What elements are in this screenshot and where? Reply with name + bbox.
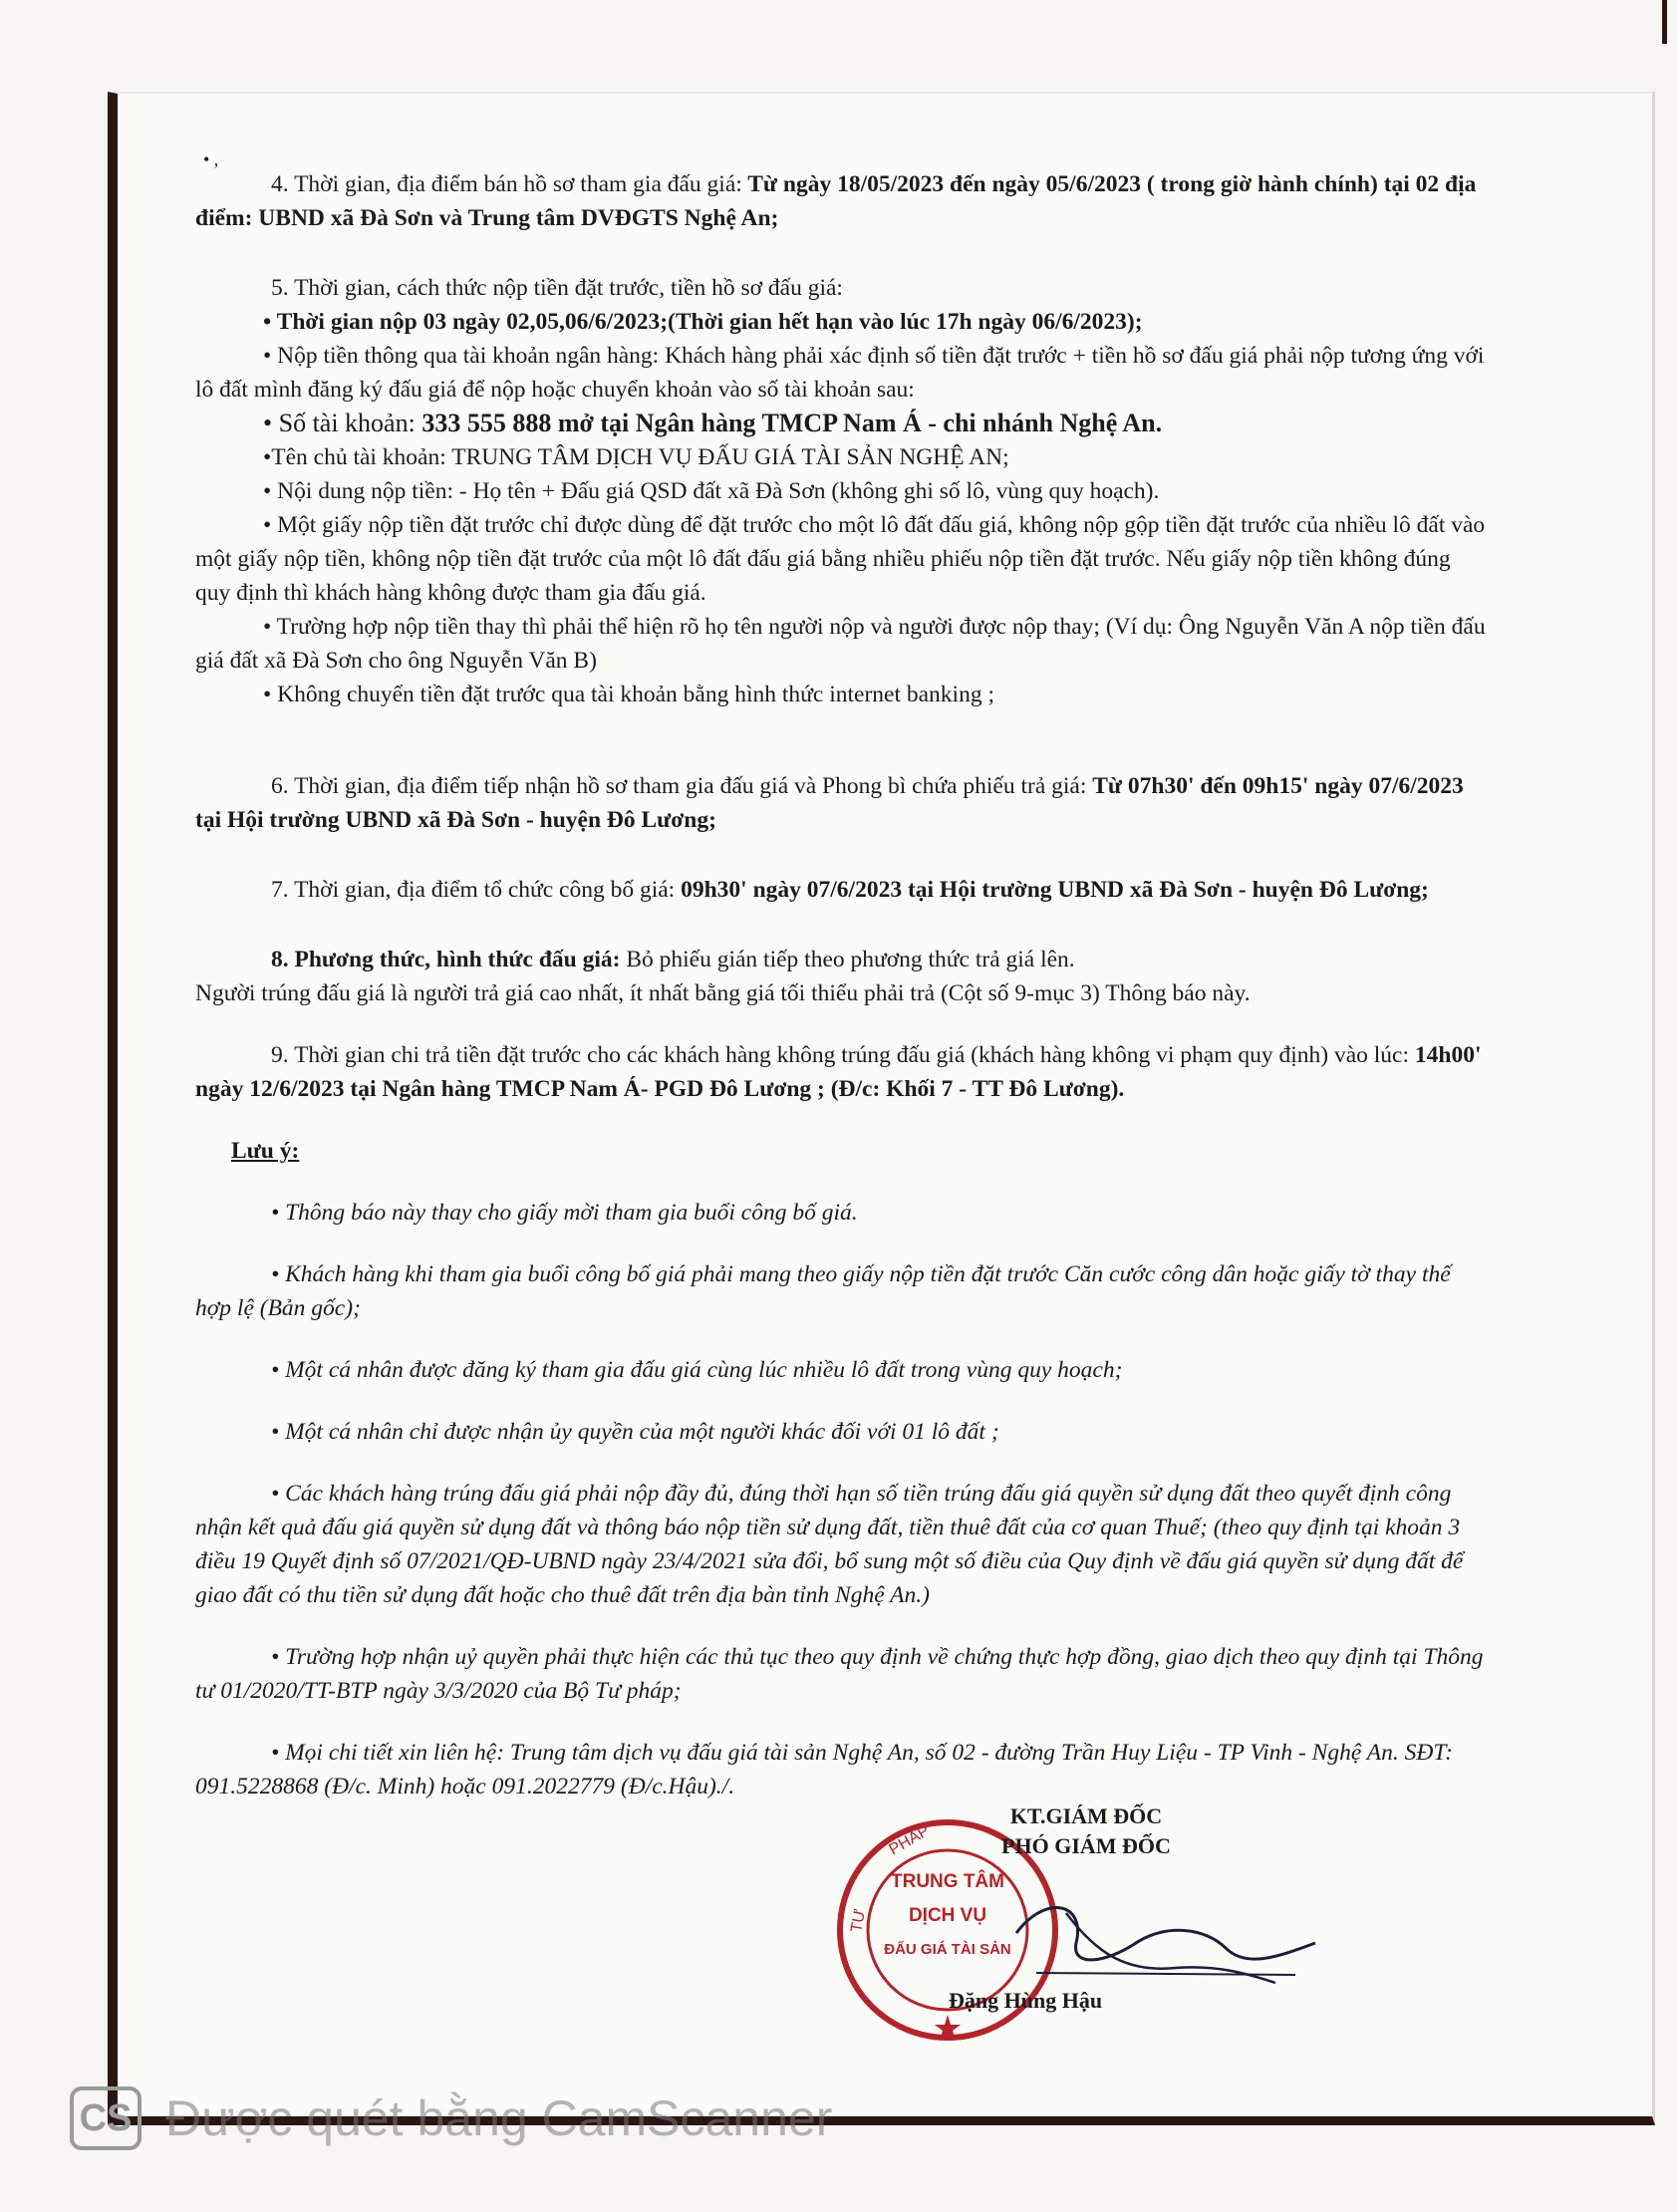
section-8-line2: Người trúng đấu giá là người trả giá cao nhất, ít nhất bằng giá tối thiểu phải trả (Cột số 9-mục 3) Thông báo này. (195, 980, 1251, 1006)
note-item: • Một cá nhân được đăng ký tham gia đấu giá cùng lúc nhiều lô đất trong vùng quy hoạch; (271, 1357, 1123, 1383)
scanner-watermark (70, 2082, 832, 2154)
signature-block (927, 1801, 1246, 1861)
svg-text:TƯ: TƯ (848, 1907, 870, 1934)
section-9: 9. Thời gian chi trả tiền đặt trước cho các khách hàng không trúng đấu giá (khách hàng không vi phạm quy định) vào lúc: 14h00' ngày 12/6/2023 tại Ngân hàng TMCP Nam Á- PGD Đô Lương ; (Đ/c: Khối 7 - TT Đô Lương). (195, 1042, 1482, 1102)
section-7: 7. Thời gian, địa điểm tổ chức công bố giá: 09h30' ngày 07/6/2023 tại Hội trường UBND xã Đà Sơn - huyện Đô Lương; (271, 877, 1429, 903)
watermark-text: Được quét bằng CamScanner (165, 2090, 833, 2146)
section-5-proxy: • Trường hợp nộp tiền thay thì phải thể hiện rõ họ tên người nộp và người được nộp thay; (Ví dụ: Ông Nguyễn Văn A nộp tiền đấu giá đất xã Đà Sơn cho ông Nguyễn Văn B) (195, 614, 1486, 674)
section-5-content: • Nội dung nộp tiền: - Họ tên + Đấu giá QSD đất xã Đà Sơn (không ghi số lô, vùng quy hoạch). (263, 478, 1160, 504)
section-4: 4. Thời gian, địa điểm bán hồ sơ tham gia đấu giá: Từ ngày 18/05/2023 đến ngày 05/6/2023 ( trong giờ hành chính) tại 02 địa điểm: UBND xã Đà Sơn và Trung tâm DVĐGTS Nghệ An; (195, 171, 1477, 231)
notes-title: Lưu ý: (231, 1138, 300, 1164)
document-body (195, 167, 1491, 1803)
section-8: 8. Phương thức, hình thức đấu giá: Bỏ phiếu gián tiếp theo phương thức trả giá lên. (271, 947, 1075, 972)
section-5-no-internet: • Không chuyển tiền đặt trước qua tài khoản bằng hình thức internet banking ; (263, 682, 994, 707)
section-5-time: • Thời gian nộp 03 ngày 02,05,06/6/2023;(Thời gian hết hạn vào lúc 17h ngày 06/6/2023); (263, 309, 1143, 335)
section-5-title: 5. Thời gian, cách thức nộp tiền đặt trước, tiền hồ sơ đấu giá: (271, 275, 843, 301)
section-5-one-paper: • Một giấy nộp tiền đặt trước chỉ được dùng để đặt trước cho một lô đất đấu giá, không nộp gộp tiền đặt trước của nhiều lô đất vào một giấy nộp tiền, không nộp tiền đặt trước của một lô đất đấu giá bằng nhiều phiếu nộp tiền đặt trước. Nếu giấy nộp tiền không đúng quy định thì khách hàng không được tham gia đấu giá. (195, 512, 1486, 606)
note-item: • Mọi chi tiết xin liên hệ: Trung tâm dịch vụ đấu giá tài sản Nghệ An, số 02 - đường Trần Huy Liệu - TP Vinh - Nghệ An. SĐT: 091.5228868 (Đ/c. Minh) hoặc 091.2022779 (Đ/c.Hậu)./. (195, 1740, 1453, 1799)
edge-mark (1662, 0, 1667, 44)
signer-name: Đặng Hùng Hậu (949, 1988, 1103, 2013)
note-item: • Các khách hàng trúng đấu giá phải nộp đầy đủ, đúng thời hạn số tiền trúng đấu giá quyền sử dụng đất theo quyết định công nhận kết quả đấu giá quyền sử dụng đất và thông báo nộp tiền sử dụng đất, tiền thuê đất của cơ quan Thuế; (theo quy định tại khoản 3 điều 19 Quyết định số 07/2021/QĐ-UBND ngày 23/4/2021 sửa đổi, bổ sung một số điều của Quy định về đấu giá quyền sử dụng đất để giao đất có thu tiền sử dụng đất hoặc cho thuê đất trên địa bàn tỉnh Nghệ An.) (195, 1481, 1464, 1608)
dot-mark: • , (203, 149, 219, 169)
signer-title-1: KT.GIÁM ĐỐC (1009, 1803, 1163, 1828)
note-item: • Trường hợp nhận uỷ quyền phải thực hiện các thủ tục theo quy định về chứng thực hợp đồng, giao dịch theo quy định tại Thông tư 01/2020/TT-BTP ngày 3/3/2020 của Bộ Tư pháp; (195, 1644, 1484, 1704)
section-5-bank: • Nộp tiền thông qua tài khoản ngân hàng: Khách hàng phải xác định số tiền đặt trước + tiền hồ sơ đấu giá phải nộp tương ứng với lô đất mình đăng ký đấu giá để nộp hoặc chuyển khoản vào số tài khoản sau: (195, 343, 1485, 403)
svg-text:PHÁP: PHÁP (886, 1821, 933, 1859)
note-item: • Khách hàng khi tham gia buổi công bố giá phải mang theo giấy nộp tiền đặt trước Căn cước công dân hoặc giấy tờ thay thế hợp lệ (Bản gốc); (195, 1261, 1451, 1321)
stamp-text: TRUNG TÂM DỊCH VỤ ĐẤU GIÁ TÀI SẢN (884, 1871, 1011, 1958)
note-item: • Một cá nhân chỉ được nhận ủy quyền của một người khác đối với 01 lô đất ; (271, 1419, 999, 1445)
signer-title-2: PHÓ GIÁM ĐỐC (1001, 1833, 1171, 1858)
section-5-account: • Số tài khoản: 333 555 888 mở tại Ngân hàng TMCP Nam Á - chi nhánh Nghệ An. (263, 409, 1163, 437)
section-6: 6. Thời gian, địa điểm tiếp nhận hồ sơ tham gia đấu giá và Phong bì chứa phiếu trả giá: Từ 07h30' đến 09h15' ngày 07/6/2023 tại Hội trường UBND xã Đà Sơn - huyện Đô Lương; (195, 773, 1464, 833)
handwritten-signature (977, 1873, 1335, 1993)
camscanner-logo-icon: CS (70, 2086, 141, 2150)
note-item: • Thông báo này thay cho giấy mời tham gia buổi công bố giá. (271, 1200, 858, 1226)
section-5-owner: •Tên chủ tài khoản: TRUNG TÂM DỊCH VỤ ĐẤU GIÁ TÀI SẢN NGHỆ AN; (263, 444, 1009, 470)
notes (195, 1134, 1491, 1803)
